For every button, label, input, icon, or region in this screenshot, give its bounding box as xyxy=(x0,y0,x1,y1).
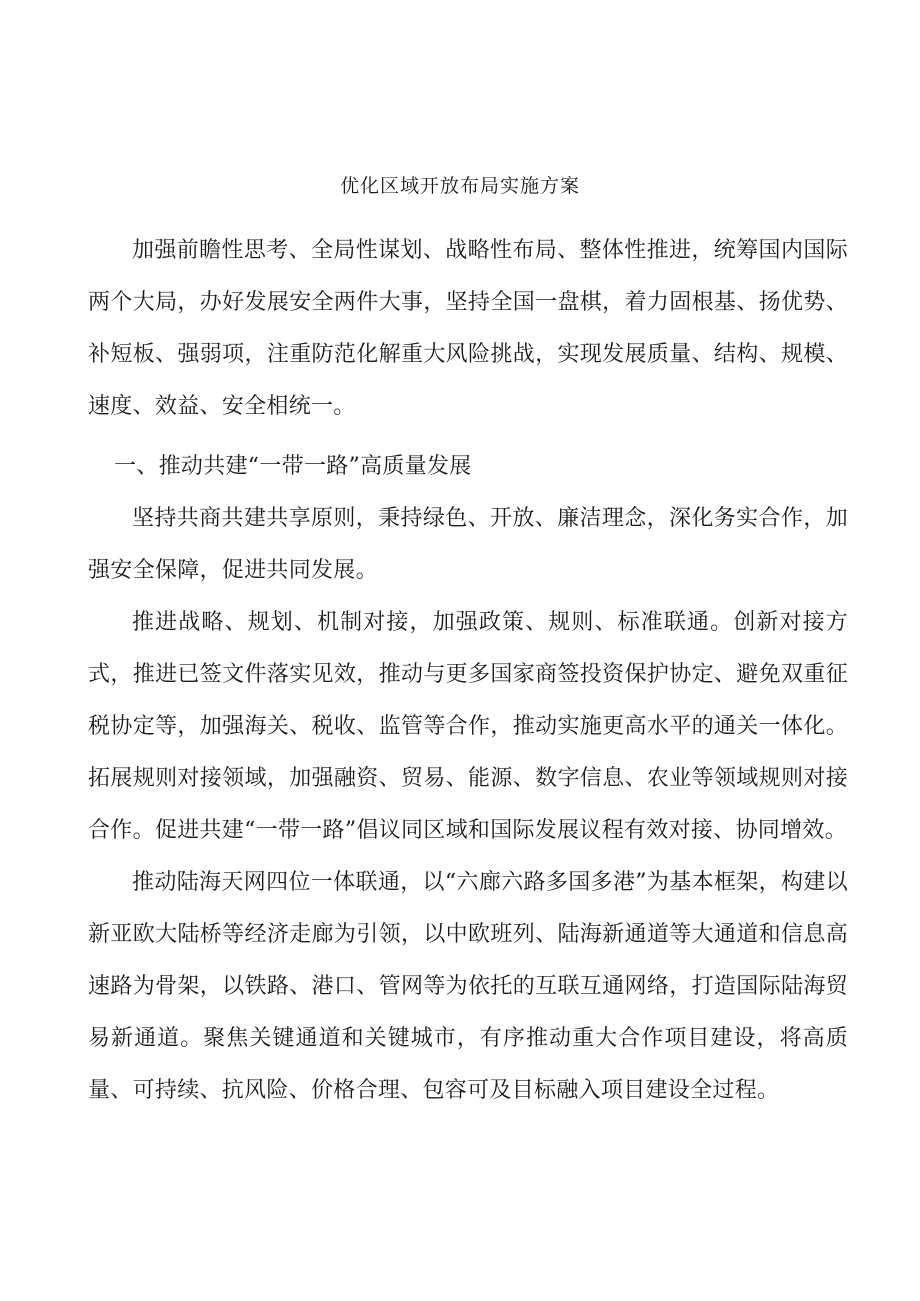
section-heading: 一、推动共建“一带一路”高质量发展 xyxy=(114,454,472,479)
document-title: 优化区域开放布局实施方案 xyxy=(339,175,580,197)
section-paragraph-3: 推动陆海天网四位一体联通，以“六廊六路多国多港”为基本框架，构建以新亚欧大陆桥等经济走廊为引领，以中欧班列、陆海新通道等大通道和信息高速路为骨架，以铁路、港口、管网等为依托的互联互通网络，打造国际陆海贸易新通道。聚焦关键通道和关键城市，有序推动重大合作项目建设，将高质量、可持续、抗风险、价格合理、包容可及目标融入项目建设全过程。 xyxy=(88,870,848,1103)
section-paragraph-2: 推进战略、规划、机制对接，加强政策、规则、标准联通。创新对接方式，推进已签文件落实见效，推动与更多国家商签投资保护协定、避免双重征税协定等，加强海关、税收、监管等合作，推动实施更高水平的通关一体化。拓展规则对接领域，加强融资、贸易、能源、数字信息、农业等领域规则对接合作。促进共建“一带一路”倡议同区域和国际发展议程有效对接、协同增效。 xyxy=(88,610,848,843)
section-paragraph-1: 坚持共商共建共享原则，秉持绿色、开放、廉洁理念，深化务实合作，加强安全保障，促进共同发展。 xyxy=(88,506,848,583)
document-body xyxy=(88,225,848,1117)
intro-paragraph: 加强前瞻性思考、全局性谋划、战略性布局、整体性推进，统筹国内国际两个大局，办好发展安全两件大事，坚持全国一盘棋，着力固根基、扬优势、补短板、强弱项，注重防范化解重大风险挑战，实现发展质量、结构、规模、速度、效益、安全相统一。 xyxy=(88,238,848,419)
